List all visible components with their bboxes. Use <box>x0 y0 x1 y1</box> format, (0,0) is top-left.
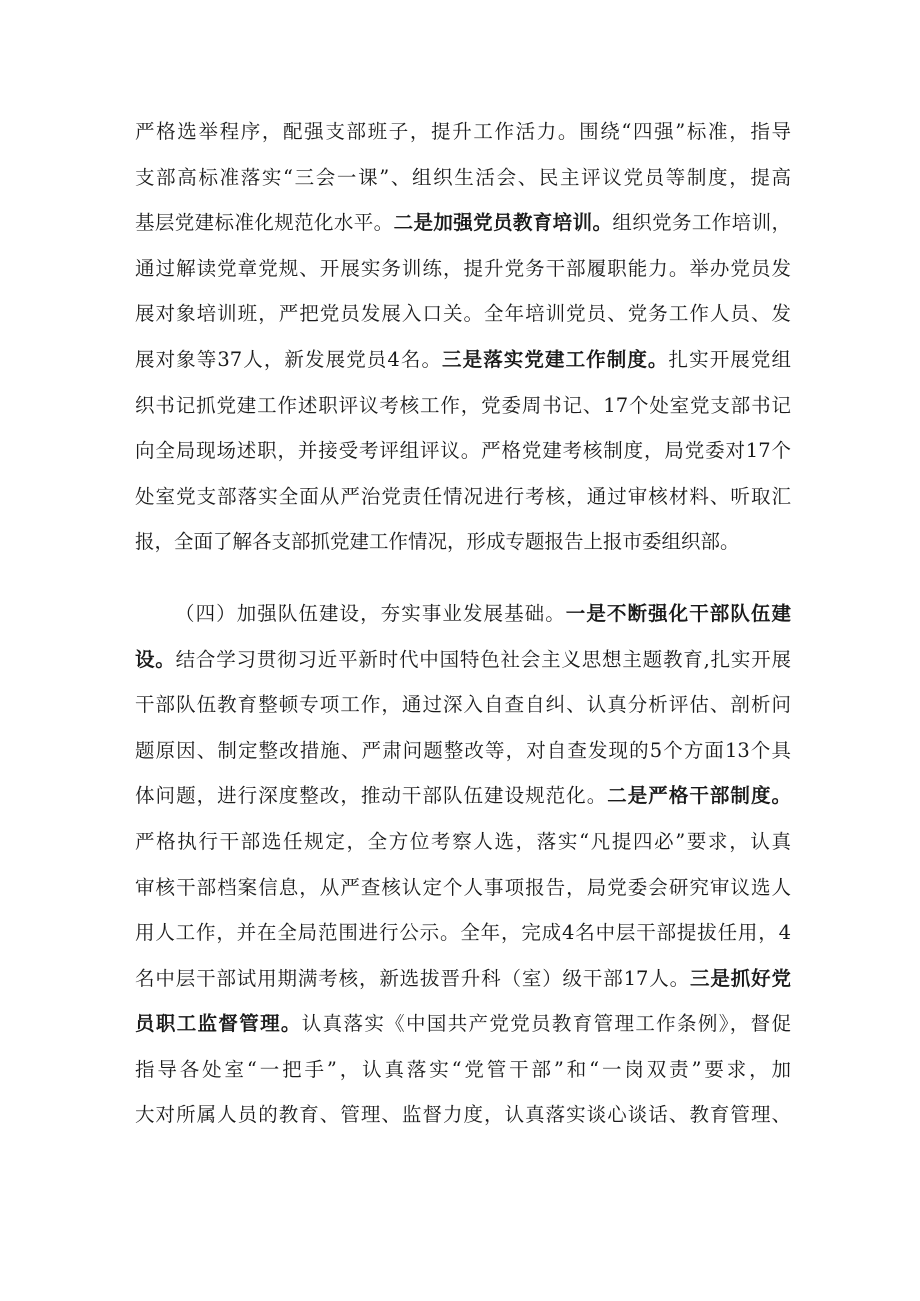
text-line <box>135 1092 791 1138</box>
text-line <box>135 865 791 911</box>
paragraph-party-building-system <box>135 109 791 565</box>
text-run: 展对象等37人，新发展党员4名。 <box>135 347 443 371</box>
text-run: 组织党务工作培训， <box>612 211 791 235</box>
text-line <box>135 155 791 201</box>
text-line <box>135 109 791 155</box>
paragraph-gap <box>135 565 791 591</box>
bold-heading-run: 三是落实党建工作制度。 <box>442 347 669 371</box>
text-run: 展对象培训班，严把党员发展入口关。全年培训党员、党务工作人员、发 <box>135 302 791 326</box>
text-run: 扎实开展党组 <box>668 347 791 371</box>
text-line <box>135 1001 791 1047</box>
text-run: 用人工作，并在全局范围进行公示。全年，完成4名中层干部提拔任用，4 <box>135 921 791 945</box>
text-line <box>135 246 791 292</box>
bold-heading-run: 三是抓好党 <box>690 966 791 990</box>
text-run: 基层党建标准化规范化水平。 <box>135 211 394 235</box>
text-run: 向全局现场述职，并接受考评组评议。严格党建考核制度，局党委对17个 <box>135 439 791 463</box>
text-line <box>135 200 791 246</box>
text-run: 结合学习贯彻习近平新时代中国特色社会主义思想主题教育,扎实开展 <box>175 647 791 671</box>
document-page <box>135 109 791 1138</box>
text-run: 报，全面了解各支部抓党建工作情况，形成专题报告上报市委组织部。 <box>135 530 740 554</box>
text-line <box>135 428 791 474</box>
text-run: 指导各处室“一把手”，认真落实“党管干部”和“一岗双责”要求，加 <box>135 1057 791 1081</box>
bold-heading-run: 一是不断强化干部队伍建 <box>565 601 791 625</box>
text-line <box>135 682 791 728</box>
text-line <box>135 819 791 865</box>
text-run: （四）加强队伍建设，夯实事业发展基础。 <box>175 601 566 625</box>
text-run: 审核干部档案信息，从严查核认定个人事项报告，局党委会研究审议选人 <box>135 875 791 899</box>
text-line <box>135 637 791 683</box>
text-run: 通过解读党章党规、开展实务训练，提升党务干部履职能力。举办党员发 <box>135 256 791 280</box>
bold-heading-run: 二是加强党员教育培训。 <box>393 211 613 235</box>
text-line <box>135 291 791 337</box>
text-run: 体问题，进行深度整改，推动干部队伍建设规范化。 <box>135 784 608 808</box>
bold-heading-run: 员职工监督管理。 <box>135 1012 302 1036</box>
text-run: 大对所属人员的教育、管理、监督力度，认真落实谈心谈话、教育管理、 <box>135 1103 791 1127</box>
bold-heading-run: 二是严格干部制度。 <box>607 784 791 808</box>
text-run: 织书记抓党建工作述职评议考核工作，党委周书记、17个处室党支部书记 <box>135 393 791 417</box>
text-line <box>135 519 791 565</box>
text-line <box>135 910 791 956</box>
paragraph-team-building <box>135 591 791 1138</box>
text-line <box>135 591 791 637</box>
text-line <box>135 474 791 520</box>
text-line <box>135 1047 791 1093</box>
bold-heading-run: 设。 <box>135 647 176 671</box>
text-run: 支部高标准落实“三会一课”、组织生活会、民主评议党员等制度，提高 <box>135 165 791 189</box>
text-line <box>135 956 791 1002</box>
text-run: 严格选举程序，配强支部班子，提升工作活力。围绕“四强”标准，指导 <box>135 120 791 143</box>
text-line <box>135 337 791 383</box>
text-run: 名中层干部试用期满考核，新选拔晋升科（室）级干部17人。 <box>135 966 691 990</box>
text-line <box>135 728 791 774</box>
text-line <box>135 383 791 429</box>
text-run: 干部队伍教育整顿专项工作，通过深入自查自纠、认真分析评估、剖析问 <box>135 693 791 717</box>
text-run: 严格执行干部选任规定，全方位考察人选，落实“凡提四必”要求，认真 <box>135 829 791 853</box>
text-run: 题原因、制定整改措施、严肃问题整改等，对自查发现的5个方面13个具 <box>135 738 791 762</box>
text-run: 认真落实《中国共产党党员教育管理工作条例》，督促 <box>301 1012 791 1036</box>
text-run: 处室党支部落实全面从严治党责任情况进行考核，通过审核材料、听取汇 <box>135 484 791 508</box>
text-line <box>135 773 791 819</box>
